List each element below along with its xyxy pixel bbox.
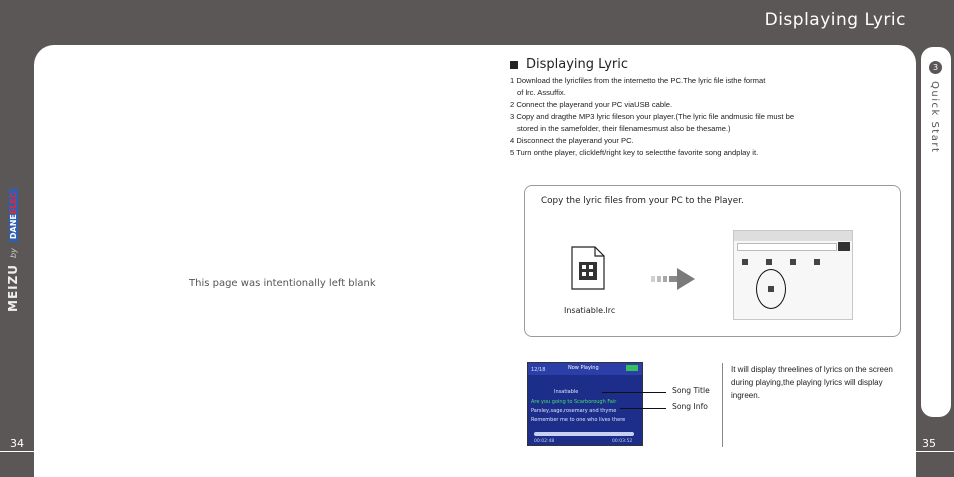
device-lyric-line: Parsley,sage,rosemary and thyme <box>531 408 617 414</box>
window-titlebar <box>734 231 852 241</box>
device-lyric-line: Remember me to one who lives there <box>531 417 626 423</box>
step-line: 1 Download the lyricfiles from the internetto the PC.The lyric file isthe format <box>510 76 766 85</box>
device-song-title: Insatiable <box>554 389 579 395</box>
lyric-section <box>510 57 905 159</box>
lyric-description: It will display threelines of lyrics on the screen during playing,the playing lyrics will display ingreen. <box>731 365 893 400</box>
time-total: 00:03:52 <box>612 439 633 444</box>
step-2 <box>510 99 905 111</box>
step-4 <box>510 135 905 147</box>
folder-file-icon <box>814 259 820 265</box>
step-line: 3 Copy and dragthe MP3 lyric fileson your player.(The lyric file andmusic file must be <box>510 112 795 121</box>
brand-main: MEIZU <box>6 263 20 312</box>
steps-list <box>510 75 905 159</box>
chapter-tab <box>921 47 951 417</box>
song-info-callout: Song Info <box>672 402 708 411</box>
brand-partner-post: ELEC <box>8 192 18 215</box>
window-go-button <box>838 242 850 251</box>
player-folder-window <box>733 230 853 320</box>
section-heading <box>510 57 905 72</box>
window-address-bar <box>737 243 837 251</box>
device-lyric-line-current: Are you going to Scarborough Fair <box>531 399 617 405</box>
selection-circle <box>756 269 786 309</box>
copy-illustration-box <box>524 185 901 337</box>
page-header-title: Displaying Lyric <box>764 10 906 30</box>
step-continuation: of lrc. Assuffix. <box>517 88 566 97</box>
song-title-callout-line <box>602 392 666 393</box>
track-number: 12/18 <box>531 367 546 373</box>
page-number-rule-left <box>0 451 34 452</box>
file-name: Insatiable.lrc <box>564 306 616 315</box>
chapter-tab-label: Quick Start <box>929 81 940 154</box>
player-screen-image <box>527 362 643 446</box>
chapter-number-badge: 3 <box>929 61 942 74</box>
step-1 <box>510 75 905 99</box>
now-playing-label: Now Playing <box>568 365 599 371</box>
copy-caption: Copy the lyric files from your PC to the Player. <box>541 196 744 206</box>
playback-progress-bar <box>534 432 634 436</box>
lyric-file-icon <box>571 246 605 290</box>
battery-icon <box>626 365 638 371</box>
brand-partner <box>9 189 18 242</box>
step-continuation: stored in the samefolder, their filenamesmust also be thesame.) <box>517 124 731 133</box>
brand-logo <box>4 172 22 312</box>
step-5 <box>510 147 905 159</box>
page-number-rule-right <box>916 451 954 452</box>
player-status-bar <box>528 363 642 375</box>
folder-file-icon <box>790 259 796 265</box>
step-line: 5 Turn onthe player, clickleft/right key to selectthe favorite song andplay it. <box>510 148 759 157</box>
song-info-callout-line <box>620 408 666 409</box>
brand-by: by <box>8 248 18 258</box>
folder-file-icon <box>742 259 748 265</box>
bullet-square-icon <box>510 61 518 69</box>
brand-partner-pre: DANE <box>8 214 18 240</box>
page-number-right: 35 <box>922 437 936 450</box>
song-title-callout: Song Title <box>672 386 710 395</box>
folder-file-icon <box>766 259 772 265</box>
left-page <box>34 45 478 477</box>
transfer-arrow-icon <box>651 266 697 292</box>
step-line: 2 Connect the playerand your PC viaUSB cable. <box>510 100 673 109</box>
step-3 <box>510 111 905 135</box>
section-title: Displaying Lyric <box>526 57 629 72</box>
description-divider <box>722 363 723 447</box>
page-number-left: 34 <box>10 437 24 450</box>
blank-page-note: This page was intentionally left blank <box>189 278 376 289</box>
step-line: 4 Disconnect the playerand your PC. <box>510 136 634 145</box>
time-elapsed: 00:02:48 <box>534 439 555 444</box>
